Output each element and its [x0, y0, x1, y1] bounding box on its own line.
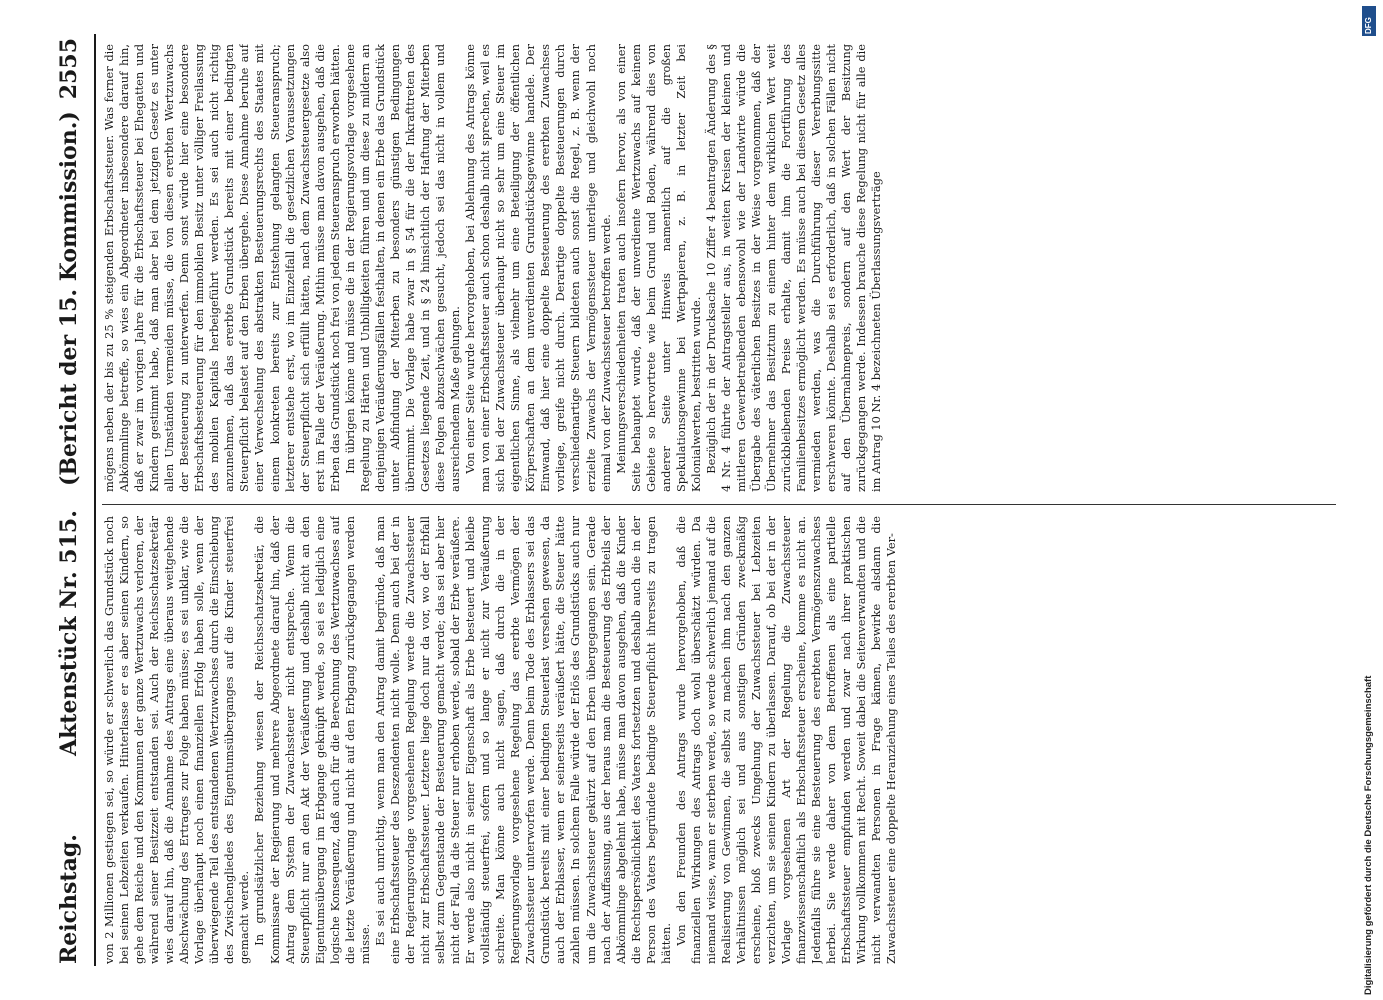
header-center: Aktenstück Nr. 515.	[56, 510, 82, 756]
text-columns	[102, 34, 1336, 966]
right-column	[102, 44, 1336, 492]
header-right: (Bericht der 15. Kommission.)	[56, 111, 82, 486]
paragraph: Von einer Seite wurde hervorgehoben, bei Ablehnung des Antrags könne man von einer Erbschaftssteuer auch schon deshalb nicht sprechen, weil es sich bei der Zuwachssteuer überhaupt nicht so sehr um eine Steuer im eigentlichen Sinne, als vielmehr um eine Beteiligung der öffentlichen Körperschaften an dem unverdienten Grundstücksgewinne handele. Der Einwand, daß hier eine doppelte Besteuerung des ererbten Zuwachses vorliege, greife nicht durch. Derartige doppelte Besteuerungen durch verschiedenartige Steuern bildeten auch sonst die Regel, z. B. wenn der erzielte Zuwachs der Vermögenssteuer unterliege und gleichwohl noch einmal von der Zuwachssteuer betroffen werde.	[463, 44, 613, 492]
paragraph: Im übrigen könne und müsse die in der Regierungsvorlage vorgesehene Regelung zu Härten und Unbilligkeiten führen und um diese zu mildern an denjenigen Veräußerungsfällen festhalten, in denen ein Erbe das Grundstück unter Abfindung der Miterben zu besonders günstigen Bedingungen übernimmt. Die Vorlage habe zwar in § 54 für die der Inkrafttreten des Gesetzes liegende Zeit, und in § 24 hinsichtlich der Haftung der Miterben diese Folgen abzuschwächen gesucht, jedoch sei das nicht in vollem und ausreichendem Maße gelungen.	[342, 44, 463, 492]
paragraph: Bezüglich der in der Drucksache 10 Ziffer 4 beantragten Änderung des § 4 Nr. 4 führte der Antragsteller aus, in weiten Kreisen der kleinen und mittleren Gewerbetreibenden ebensowohl wie der Landwirte würde die Übergabe des väterlichen Besitzes in der Weise vorgenommen, daß der Übernehmer das Besitztum zu einem hinter dem wirklichen Wert weit zurückbleibenden Preise erhalte, damit ihm die Fortführung des Familienbesitzes ermöglicht werden. Es müsse auch bei diesem Gesetz alles vermieden werden, was die Durchführung dieser Vererbungssitte erschweren könnte. Deshalb sei es erforderlich, daß in solchen Fällen nicht auf den Übernahmepreis, sondern auf den Wert der Besitzung zurückgegangen werde. Indessen brauche diese Regelung nicht für alle die im Antrag 10 Nr. 4 bezeichneten Überlassungsverträge	[703, 44, 884, 492]
paragraph: In grundsätzlicher Beziehung wiesen der Reichsschatzsekretär, die Kommissare der Regierung und mehrere Abgeordnete darauf hin, daß der Antrag dem System der Zuwachssteuer nicht entspreche. Wenn die Steuerpflicht nur an den Akt der Veräußerung und deshalb nicht an den Eigentumsübergang im Erbgange geknüpft werde, so sei es lediglich eine logische Konsequenz, daß auch für die Berechnung des Wertzuwachses auf die letzte Veräußerung und nicht auf den Erbgang zurückgegangen werden müsse.	[252, 516, 372, 964]
paragraph: Meinungsverschiedenheiten traten auch insofern hervor, als von einer Seite behauptet wurde, daß der unverdiente Wertzuwachs auf keinem Gebiete so hervortrete wie beim Grund und Boden, während dies von anderer Seite unter Hinweis namentlich auf die großen Spekulationsgewinne bei Wertpapieren, z. B. in letzter Zeit bei Kolonialwerten, bestritten wurde.	[613, 44, 703, 492]
digitization-note	[1361, 0, 1379, 1000]
running-head	[56, 34, 86, 966]
paragraph: von 2 Millionen gestiegen sei, so würde er schwerlich das Grundstück noch bei seinen Lebzeiten verkaufen. Hinterlasse er es aber seinen Kindern, so gehe dem Reiche und den Kommunen der ganze Wertzuwachs verloren, der während seiner Besitzzeit entstanden sei. Auch der Reichsschatzsekretär wies darauf hin, daß die Annahme des Antrags eine überaus weitgehende Abschwächung des Ertrages zur Folge haben müsse; es sei unklar, wie die Vorlage überhaupt noch einen finanziellen Erfolg haben solle, wenn der überwiegende Teil des entstandenen Wertzuwachses durch die Einschiebung des Zwischengliedes des Eigentumsüberganges auf die Kinder steuerfrei gemacht werde.	[102, 516, 252, 964]
paragraph: Von den Freunden des Antrags wurde hervorgehoben, daß die finanziellen Wirkungen des Antrags doch wohl überschätzt würden. Da niemand wisse, wann er sterben werde, so werde schwerlich jemand auf die Realisierung von Gewinnen, die selbst zu machen ihm nach den ganzen Verhältnissen möglich sei und aus sonstigen Gründen zweckmäßig erscheine, bloß zwecks Umgehung der Zuwachssteuer bei Lebzeiten verzichten, um sie seinen Kindern zu überlassen. Darauf, ob bei der in der Vorlage vorgesehenen Art der Regelung die Zuwachssteuer finanzwissenschaftlich als Erbschaftssteuer erscheine, komme es nicht an. Jedenfalls führe sie eine Besteuerung des ererbten Vermögenszuwachses herbei. Sie werde daher von dem Betroffenen als eine partielle Erbschaftssteuer empfunden werden und zwar nach ihrer praktischen Wirkung vollkommen mit Recht. Soweit dabei die Seitenverwandten und die nicht verwandten Personen in Frage kämen, bewirke alsdann die Zuwachssteuer eine doppelte Heranziehung eines Teiles des ererbten Ver-	[673, 516, 899, 964]
left-column	[102, 516, 1336, 964]
dfg-logo: DFG	[1362, 6, 1376, 36]
paragraph: Es sei auch unrichtig, wenn man den Antrag damit begründe, daß man eine Erbschaftssteuer des Deszendenten nicht wolle. Denn auch bei der in der Regierungsvorlage vorgesehenen Regelung werde die Zuwachssteuer nicht zur Erbschaftssteuer. Letztere liege doch nur da vor, wo der Erbfall selbst zum Gegenstande der Besteuerung gemacht werde; das sei aber hier nicht der Fall, da die Steuer nur erhoben werde, sobald der Erbe veräußere. Er werde also nicht in seiner Eigenschaft als Erbe besteuert und bleibe vollständig steuerfrei, sofern und so lange er nicht zur Veräußerung schreite. Man könne auch nicht sagen, daß durch die in der Regierungsvorlage vorgesehene Regelung das ererbte Vermögen der Zuwachssteuer unterworfen werde. Denn beim Tode des Erblassers sei das Grundstück bereits mit einer bedingten Steuerlast versehen gewesen, da auch der Erblasser, wenn er seinerseits veräußert hätte, die Steuer hätte zahlen müssen. In solchem Falle würde der Erlös des Grundstücks auch nur um die Zuwachssteuer gekürzt auf den Erben übergegangen sein. Gerade nach der Auffassung, aus der heraus man die Besteuerung des Erbteils der Abkömmlinge abgelehnt habe, müsse man davon ausgehen, daß die Kinder die Rechtspersönlichkeit des Vaters fortsetzten und deshalb auch die in der Person des Vaters begründete bedingte Steuerpflicht ihrerseits zu tragen hätten.	[372, 516, 673, 964]
header-rule	[94, 34, 96, 966]
page-number: 2555	[56, 38, 82, 100]
column-divider	[102, 504, 1336, 505]
header-left: Reichstag.	[56, 834, 82, 964]
paragraph: mögens neben der bis zu 25 % steigenden Erbschaftssteuer. Was ferner die Abkömmlinge betreffe, so wies ein Abgeordneter insbesondere darauf hin, daß er zwar im vorigen Jahre für die Erbschaftssteuer bei Ehegatten und Kindern gestimmt habe, daß man aber bei dem jetzigen Gesetz es unter allen Umständen vermeiden müsse, die von diesen ererbten Wertzuwachs der Besteuerung zu unterwerfen. Denn sonst würde hier eine besondere Erbschaftsbesteuerung für den immobilen Besitz unter völliger Freilassung des mobilen Kapitals herbeigeführt werden. Es sei auch nicht richtig anzunehmen, daß das ererbte Grundstück bereits mit einer bedingten Steuerpflicht belastet auf den Erben übergehe. Diese Annahme beruhe auf einer Verwechselung des abstrakten Besteuerungsrechts des Staates mit einem konkreten bereits zur Entstehung gelangten Steueranspruch; letzterer entstehe erst, wo im Einzelfall die gesetzlichen Voraussetzungen der Steuerpflicht sich erfüllt hätten, nach dem Zuwachssteuergesetze also erst im Falle der Veräußerung. Mithin müsse man davon ausgehen, daß die Erben das Grundstück noch frei von jedem Steueranspruch erworben hätten.	[102, 44, 342, 492]
document-page	[42, 34, 1342, 966]
digitization-text: Digitalisierung gefördert durch die Deutsche Forschungsgemeinschaft	[1363, 675, 1374, 995]
